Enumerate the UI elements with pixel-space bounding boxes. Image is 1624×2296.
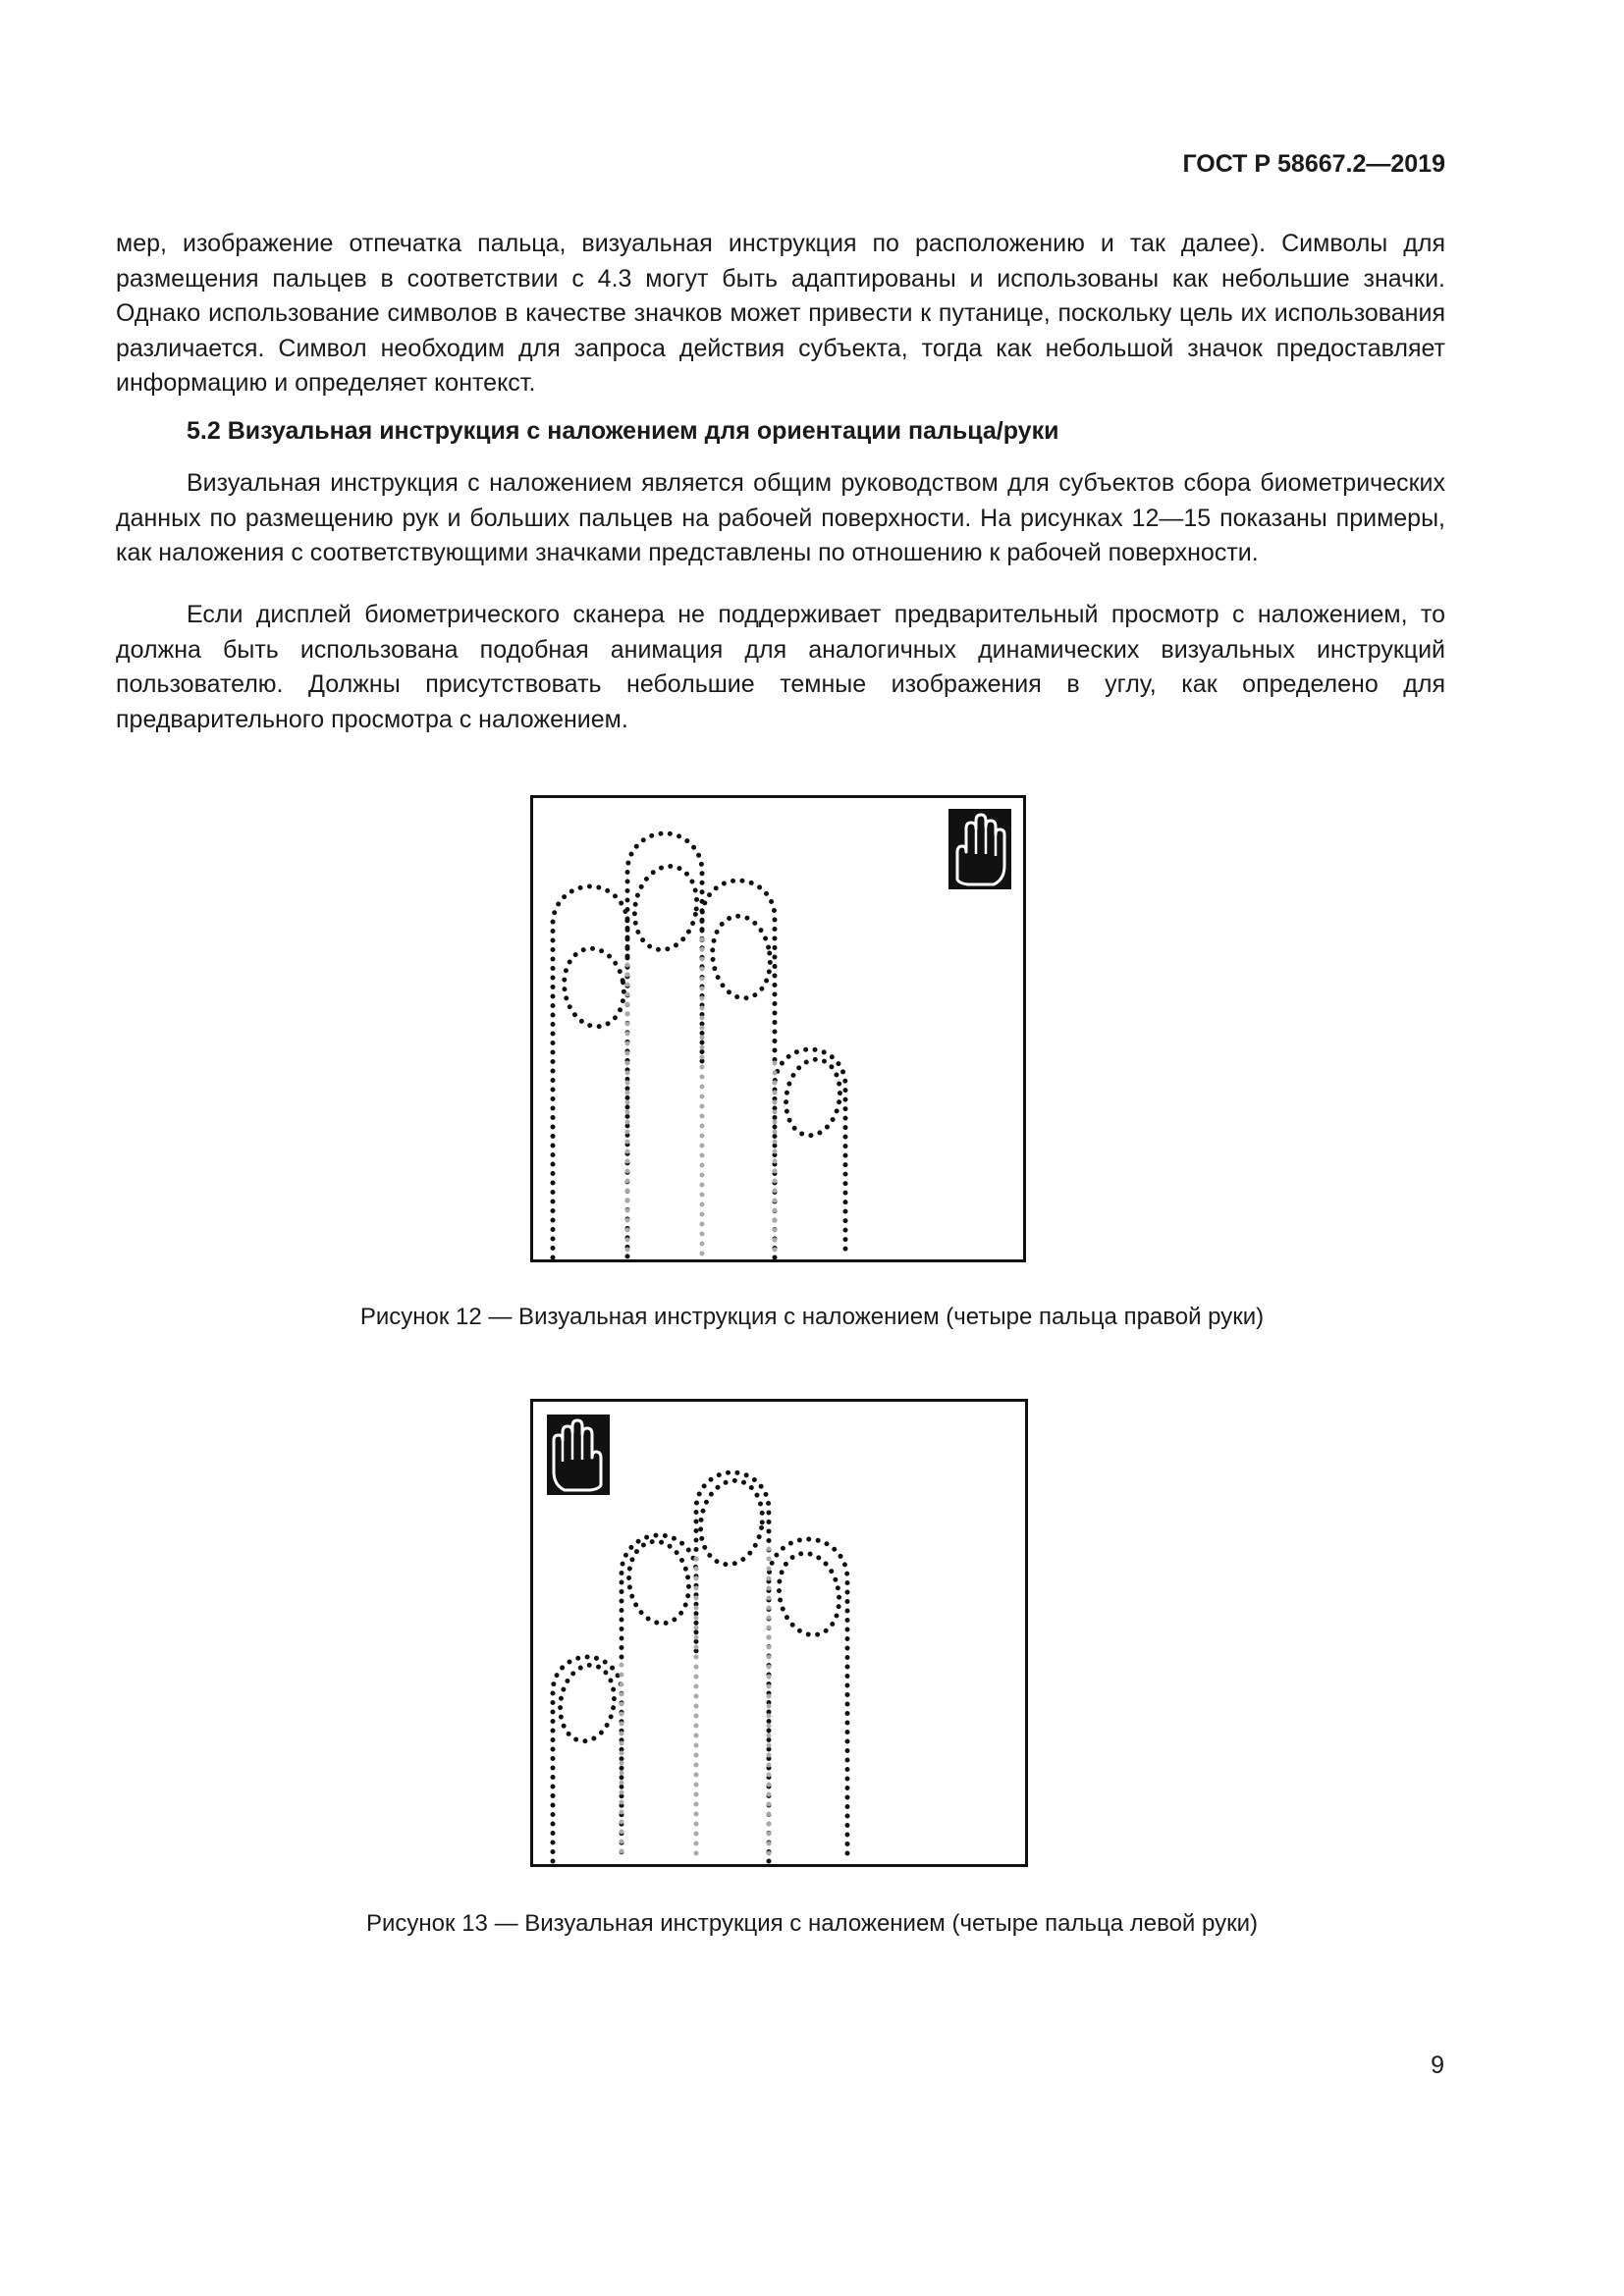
figure-13-caption: Рисунок 13 — Визуальная инструкция с наложением (четыре пальца левой руки) xyxy=(366,1910,1258,1937)
fingerprint-outline xyxy=(627,860,705,955)
section-heading: 5.2 Визуальная инструкция с наложением для ориентации пальца/руки xyxy=(187,417,1059,445)
finger-overlays xyxy=(553,833,845,1257)
finger-outline xyxy=(696,1472,769,1559)
fingerprint-outline xyxy=(694,1475,769,1569)
paragraph-scanner-animation: Если дисплей биометрического сканера не поддерживает предварительный просмотр с наложением, то должна быть использована подобная анимация для аналогичных динамических визуальных инструкций пользователю. Должны присутствовать небольшие темные изображения в углу, как определено для предварительного просмотра с наложением. xyxy=(116,601,1445,733)
fingerprint-outline xyxy=(555,1661,621,1745)
standard-number: ГОСТ Р 58667.2—2019 xyxy=(1182,150,1445,178)
finger-outline xyxy=(553,886,627,1257)
fingerprint-outline xyxy=(781,1055,846,1140)
right-hand-icon xyxy=(948,809,1011,889)
figure-12-overlay xyxy=(530,795,1026,1262)
fingerprint-outline xyxy=(772,1548,846,1641)
right-hand-overlay-drawing xyxy=(533,798,1023,1259)
finger-outline xyxy=(627,833,702,975)
fingerprint-outline xyxy=(623,1536,695,1628)
finger-outline xyxy=(702,881,775,1061)
figure-12-caption: Рисунок 12 — Визуальная инструкция с наложением (четыре пальца правой руки) xyxy=(359,1304,1265,1330)
figure-13-overlay xyxy=(530,1399,1028,1867)
fingerprint-outline xyxy=(707,912,775,1001)
finger-outline xyxy=(775,1049,845,1257)
left-hand-overlay-drawing xyxy=(533,1402,1025,1864)
left-hand-icon xyxy=(547,1415,610,1495)
page-number: 9 xyxy=(1431,2052,1444,2079)
finger-overlays xyxy=(553,1472,847,1861)
paragraph-intro: мер, изображение отпечатка пальца, визуальная инструкция по расположению и так далее). Символы для размещения пальцев в соответствии с 4.3 могут быть адаптированы и использованы как небольшие значки. Однако использование символов в качестве значков может привести к путанице, поскольку цель их использования различается. Символ необходим для запроса действия субъекта, тогда как небольшой значок предоставляет информацию и определяет контекст. xyxy=(116,230,1445,397)
paragraph-overlay-description: Визуальная инструкция с наложением является общим руководством для субъектов сбора биометрических данных по размещению рук и больших пальцев на рабочей поверхности. На рисунках 12—15 показаны примеры, как наложения с соответствующими значками представлены по отношению к рабочей поверхности. xyxy=(116,469,1445,566)
fingerprint-outline xyxy=(559,943,630,1031)
